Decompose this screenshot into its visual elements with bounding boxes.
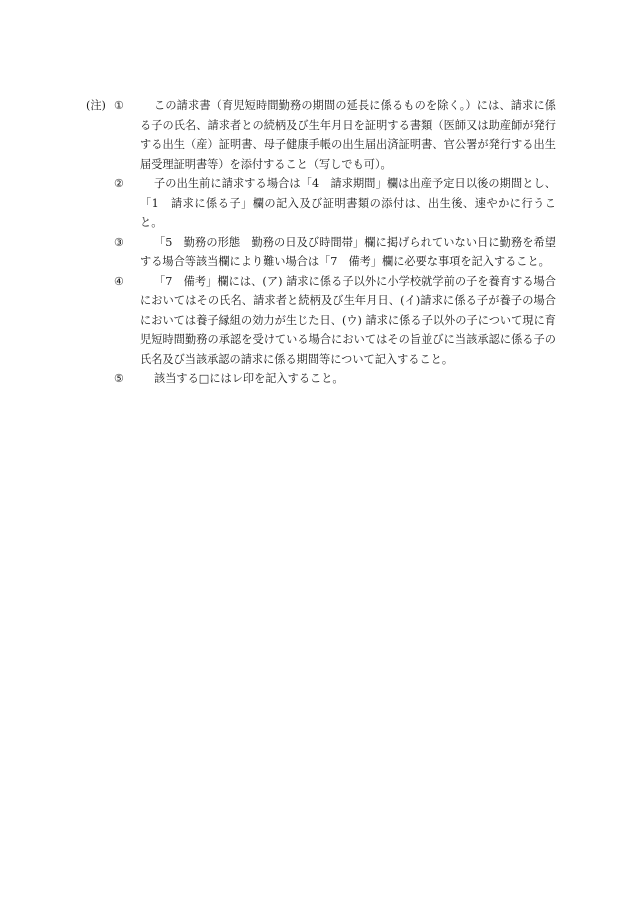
note-marker: ⑤ (114, 372, 125, 385)
note-text: 子の出生前に請求する場合は「4 請求期間」欄は出産予定日以後の期間とし、「1 請求に係る子」欄の記入及び証明書類の添付は、出生後、速やかに行うこと。 (140, 177, 556, 229)
note-text: 「7 備考」欄には、(ア) 請求に係る子以外に小学校就学前の子を養育する場合においてはその氏名、請求者と続柄及び生年月日、(イ)請求に係る子が養子の場合においては養子縁組の効力が生じた日、(ウ) 請求に係る子以外の子について現に育児短時間勤務の承認を受けている場合においてはその旨並びに当該承認に係る子の氏名及び当該承認の請求に係る期間等について記入すること。 (140, 274, 556, 366)
note-marker: ③ (114, 235, 125, 249)
note-marker: ④ (114, 274, 125, 288)
note-item-1 (86, 96, 556, 174)
note-marker: ① (114, 99, 125, 112)
notes-prefix: (注) (86, 99, 106, 112)
note-text: 「5 勤務の形態 勤務の日及び時間帯」欄に掲げられていない日に勤務を希望する場合等該当欄により難い場合は「7 備考」欄に必要な事項を記入すること。 (140, 235, 556, 268)
note-text: 該当する□にはレ印を記入すること。 (154, 372, 344, 385)
notes-section (86, 96, 556, 389)
note-text: この請求書（育児短時間勤務の期間の延長に係るものを除く。）には、請求に係る子の氏名、請求者との続柄及び生年月日を証明する書類（医師又は助産師が発行する出生（産）証明書、母子健康手帳の出生届出済証明書、官公署が発行する出生届受理証明書等）を添付すること（写しでも可）。 (140, 99, 556, 171)
note-marker: ② (114, 177, 125, 190)
note-item-5 (86, 369, 556, 389)
note-item-4 (86, 272, 556, 370)
note-item-3 (86, 233, 556, 272)
note-item-2 (86, 174, 556, 233)
